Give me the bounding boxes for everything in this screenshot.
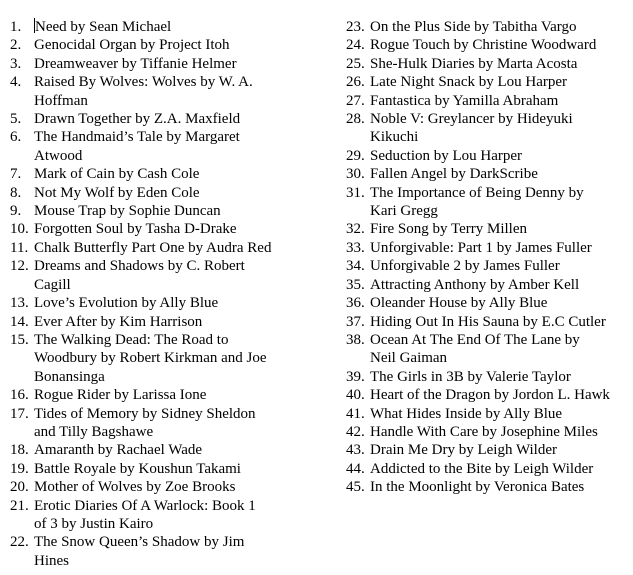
list-item-title <box>34 19 171 35</box>
list-item <box>10 184 310 202</box>
list-item-number: 12. <box>10 258 29 275</box>
list-item-line: Unforgivable 2 by James Fuller <box>370 258 560 275</box>
list-item-title <box>34 74 253 108</box>
list-item-title <box>34 166 199 182</box>
list-item-title <box>34 56 237 72</box>
list-item-title <box>370 56 577 72</box>
list-item-number: 20. <box>10 479 29 496</box>
list-item <box>346 276 630 294</box>
list-item-title <box>370 93 558 109</box>
list-item-line: Unforgivable: Part 1 by James Fuller <box>370 239 592 256</box>
list-item-title <box>34 37 230 53</box>
list-item-number: 22. <box>10 534 29 551</box>
list-item-title <box>34 479 235 495</box>
list-item <box>10 313 310 331</box>
list-item-line: The Girls in 3B by Valerie Taylor <box>370 368 571 385</box>
list-item-number: 19. <box>10 460 29 477</box>
list-item-title <box>34 498 256 532</box>
list-item-line: Fallen Angel by DarkScribe <box>370 166 538 183</box>
list-item-line: Drawn Together by Z.A. Maxfield <box>34 111 241 128</box>
list-item-line: Addicted to the Bite by Leigh Wilder <box>370 460 594 477</box>
list-item <box>10 533 310 570</box>
list-item-line: Kari Gregg <box>370 203 438 220</box>
list-item-number: 43. <box>346 442 365 459</box>
list-item-line: Hoffman <box>34 92 88 109</box>
list-item-line: Seduction by Lou Harper <box>370 147 523 164</box>
list-item <box>10 294 310 312</box>
list-item-number: 9. <box>10 203 22 220</box>
list-item <box>10 128 310 165</box>
list-item <box>346 147 630 165</box>
list-item-line: of 3 by Justin Kairo <box>34 515 154 532</box>
list-item-line: Tides of Memory by Sidney Sheldon <box>34 405 256 422</box>
list-item-line: Fantastica by Yamilla Abraham <box>370 92 559 109</box>
list-item <box>346 386 630 404</box>
list-item <box>346 165 630 183</box>
list-item-line: Neil Gaiman <box>370 350 448 367</box>
list-item-number: 39. <box>346 368 365 385</box>
list-item-title <box>34 240 271 256</box>
list-item-number: 33. <box>346 239 365 256</box>
list-item-line: Not My Wolf by Eden Cole <box>34 184 200 201</box>
list-item <box>346 239 630 257</box>
list-item <box>346 257 630 275</box>
list-item-line: Rogue Rider by Larissa Ione <box>34 387 207 404</box>
list-item-number: 15. <box>10 331 29 348</box>
list-item <box>10 497 310 534</box>
list-item-number: 18. <box>10 442 29 459</box>
list-item-title <box>34 461 241 477</box>
list-item <box>346 18 630 36</box>
list-item-title <box>370 479 584 495</box>
list-item-line: In the Moonlight by Veronica Bates <box>370 479 585 496</box>
list-item-line: Raised By Wolves: Wolves by W. A. <box>34 74 253 91</box>
list-item-number: 17. <box>10 405 29 422</box>
list-item-line: Ocean At The End Of The Lane by <box>370 331 580 348</box>
list-item-line: Kikuchi <box>370 129 419 146</box>
list-item <box>346 331 630 368</box>
list-item-title <box>34 534 244 568</box>
list-item-line: Late Night Snack by Lou Harper <box>370 74 568 91</box>
list-item-line: Handle With Care by Josephine Miles <box>370 423 598 440</box>
list-item <box>10 257 310 294</box>
list-item <box>346 313 630 331</box>
list-item-number: 37. <box>346 313 365 330</box>
list-item-title <box>370 19 576 35</box>
list-item <box>346 220 630 238</box>
list-item-number: 42. <box>346 423 365 440</box>
list-item-title <box>34 387 206 403</box>
list-item-title <box>370 461 593 477</box>
list-item <box>10 220 310 238</box>
list-item-line: Erotic Diaries Of A Warlock: Book 1 <box>34 497 256 514</box>
list-item-title <box>370 332 580 366</box>
list-item-line: The Walking Dead: The Road to <box>34 331 229 348</box>
list-item-line: Rogue Touch by Christine Woodward <box>370 37 597 54</box>
list-item <box>10 36 310 54</box>
list-item <box>10 386 310 404</box>
list-item <box>10 202 310 220</box>
list-item <box>346 110 630 147</box>
list-item <box>346 36 630 54</box>
list-item <box>10 460 310 478</box>
list-item-title <box>370 369 571 385</box>
list-item-line: Noble V: Greylancer by Hideyuki <box>370 111 573 128</box>
list-item-line: Drain Me Dry by Leigh Wilder <box>370 442 557 459</box>
list-item-number: 25. <box>346 55 365 72</box>
list-item-line: The Handmaid’s Tale by Margaret <box>34 129 240 146</box>
list-item-line: Hines <box>34 552 69 569</box>
list-item-number: 5. <box>10 111 22 128</box>
list-item-title <box>370 387 610 403</box>
list-item-title <box>370 185 584 219</box>
list-item <box>10 73 310 110</box>
list-item-number: 28. <box>346 111 365 128</box>
list-item-number: 26. <box>346 74 365 91</box>
list-item-number: 40. <box>346 387 365 404</box>
list-item-title <box>370 295 547 311</box>
list-item-number: 16. <box>10 387 29 404</box>
list-item-line: Genocidal Organ by Project Itoh <box>34 37 230 54</box>
list-item-line: Hiding Out In His Sauna by E.C Cutler <box>370 313 606 330</box>
list-item-number: 30. <box>346 166 365 183</box>
list-item-number: 11. <box>10 239 29 256</box>
book-list-right-column <box>346 18 630 497</box>
book-list-left-column <box>10 18 310 570</box>
list-item-number: 34. <box>346 258 365 275</box>
list-item-line: Dreams and Shadows by C. Robert <box>34 258 245 275</box>
list-item-number: 3. <box>10 55 22 72</box>
list-item-title <box>370 314 606 330</box>
list-item <box>346 55 630 73</box>
list-item-number: 44. <box>346 460 365 477</box>
list-item-line: Chalk Butterfly Part One by Audra Red <box>34 239 272 256</box>
list-item <box>346 368 630 386</box>
list-item-title <box>34 185 200 201</box>
list-item-number: 23. <box>346 19 365 35</box>
list-item-line: Bonansinga <box>34 368 105 385</box>
list-item-line: Need by Sean Michael <box>35 19 172 35</box>
list-item-title <box>370 111 573 145</box>
list-item-line: Cagill <box>34 276 71 293</box>
list-item <box>346 184 630 221</box>
list-item-title <box>370 74 567 90</box>
list-item-title <box>34 442 202 458</box>
list-item <box>10 55 310 73</box>
list-item-number: 29. <box>346 147 365 164</box>
list-item-number: 31. <box>346 184 365 201</box>
list-item <box>10 441 310 459</box>
list-item-line: Mother of Wolves by Zoe Brooks <box>34 479 236 496</box>
list-item <box>346 294 630 312</box>
list-item-title <box>370 258 560 274</box>
list-item-line: On the Plus Side by Tabitha Vargo <box>370 19 577 35</box>
list-item-number: 27. <box>346 92 365 109</box>
list-item-number: 8. <box>10 184 22 201</box>
list-item <box>346 478 630 496</box>
list-item-number: 32. <box>346 221 365 238</box>
list-item-number: 21. <box>10 497 29 514</box>
list-item-number: 38. <box>346 331 365 348</box>
list-item <box>10 478 310 496</box>
list-item-number: 10. <box>10 221 29 238</box>
list-item-title <box>34 221 237 237</box>
list-item-title <box>34 111 240 127</box>
list-item-title <box>370 148 522 164</box>
list-item <box>346 73 630 91</box>
list-item-title <box>370 406 562 422</box>
list-item-line: Atwood <box>34 147 83 164</box>
list-item-title <box>370 240 592 256</box>
list-item-number: 13. <box>10 295 29 312</box>
list-item-line: Mouse Trap by Sophie Duncan <box>34 203 221 220</box>
list-item <box>10 331 310 386</box>
list-item-title <box>370 166 538 182</box>
list-item <box>10 405 310 442</box>
list-item <box>346 423 630 441</box>
list-item-number: 45. <box>346 479 365 496</box>
list-item-line: Amaranth by Rachael Wade <box>34 442 203 459</box>
list-item <box>346 405 630 423</box>
list-item-number: 4. <box>10 74 22 91</box>
list-item-line: The Importance of Being Denny by <box>370 184 584 201</box>
list-item-title <box>34 203 221 219</box>
list-item-line: and Tilly Bagshawe <box>34 423 154 440</box>
list-item-number: 7. <box>10 166 22 183</box>
list-item <box>10 239 310 257</box>
list-item-title <box>34 258 245 292</box>
list-item-title <box>34 314 202 330</box>
list-item-title <box>34 406 256 440</box>
list-item-title <box>34 129 240 163</box>
list-item-number: 2. <box>10 37 22 54</box>
list-item-title <box>370 37 596 53</box>
list-item-title <box>34 332 267 385</box>
list-item-line: Love’s Evolution by Ally Blue <box>34 295 219 312</box>
list-item-line: Dreamweaver by Tiffanie Helmer <box>34 55 237 72</box>
list-item-line: Oleander House by Ally Blue <box>370 295 548 312</box>
list-item-number: 6. <box>10 129 22 146</box>
list-item-number: 14. <box>10 313 29 330</box>
list-item-line: Fire Song by Terry Millen <box>370 221 527 238</box>
list-item-line: Ever After by Kim Harrison <box>34 313 203 330</box>
list-item-number: 36. <box>346 295 365 312</box>
list-item-number: 24. <box>346 37 365 54</box>
list-item-line: Mark of Cain by Cash Cole <box>34 166 200 183</box>
list-item-title <box>370 424 598 440</box>
list-item-title <box>370 277 579 293</box>
list-item <box>346 441 630 459</box>
list-item-line: Battle Royale by Koushun Takami <box>34 460 241 477</box>
list-item-number: 41. <box>346 405 365 422</box>
list-item-line: Heart of the Dragon by Jordon L. Hawk <box>370 387 610 404</box>
list-item <box>346 92 630 110</box>
list-item-line: What Hides Inside by Ally Blue <box>370 405 563 422</box>
list-item-title <box>34 295 218 311</box>
list-item <box>10 165 310 183</box>
list-item <box>346 460 630 478</box>
list-item-number: 1. <box>10 19 22 35</box>
list-item-line: Forgotten Soul by Tasha D-Drake <box>34 221 237 238</box>
list-item <box>10 18 310 36</box>
list-item-line: The Snow Queen’s Shadow by Jim <box>34 534 245 551</box>
list-item-line: Woodbury by Robert Kirkman and Joe <box>34 350 267 367</box>
list-item-line: Attracting Anthony by Amber Kell <box>370 276 580 293</box>
list-item-title <box>370 221 527 237</box>
list-item <box>10 110 310 128</box>
list-item-line: She-Hulk Diaries by Marta Acosta <box>370 55 578 72</box>
list-item-number: 35. <box>346 276 365 293</box>
list-item-title <box>370 442 557 458</box>
